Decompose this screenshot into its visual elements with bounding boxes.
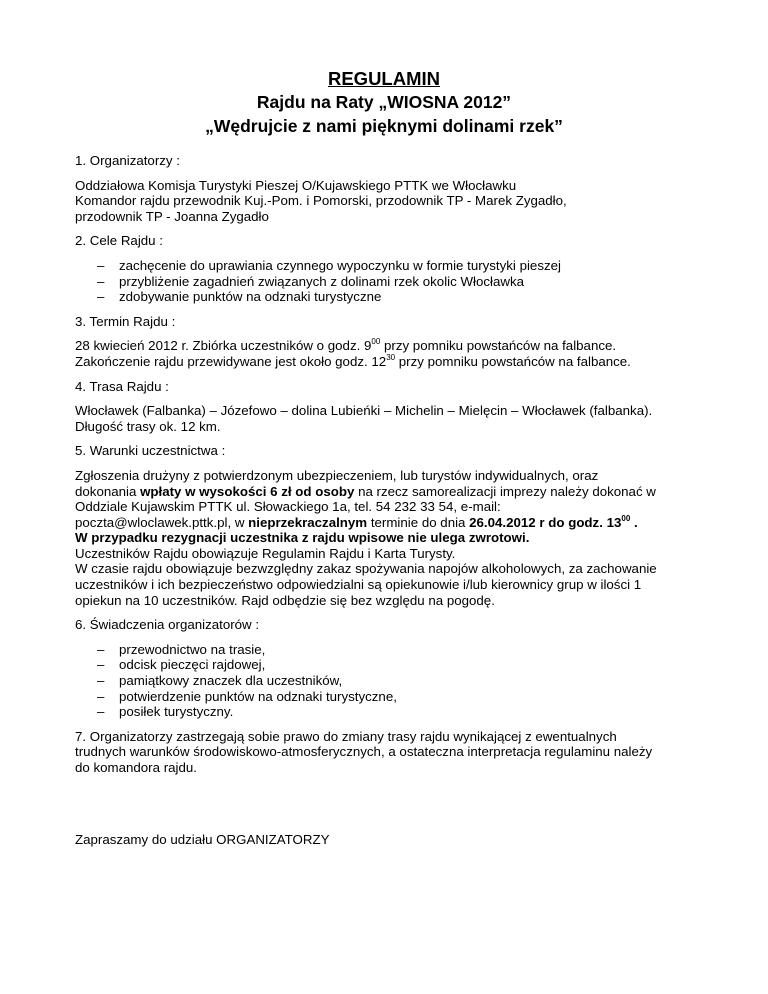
document-body <box>75 153 705 847</box>
section-5-line: Uczestników Rajdu obowiązuje Regulamin Rajdu i Karta Turysty. <box>75 545 456 561</box>
section-3-heading: 3. Termin Rajdu : <box>75 313 176 329</box>
section-1-line: Oddziałowa Komisja Turystyki Pieszej O/Kujawskiego PTTK we Włocławku <box>75 177 517 193</box>
section-5-line: uczestników i ich bezpieczeństwo odpowiedzialni są opiekunowie i/lub kierownicy grup w ilości 1 <box>75 577 642 593</box>
dash-bullet: – <box>97 257 105 273</box>
section-5-line: opiekun na 10 uczestników. Rajd odbędzie się bez względu na pogodę. <box>75 592 495 608</box>
section-7-line: 7. Organizatorzy zastrzegają sobie prawo do zmiany trasy rajdu wynikającej z ewentualnych <box>75 728 617 744</box>
dash-bullet: – <box>97 641 105 657</box>
benefits-list <box>75 642 705 720</box>
document-subtitle: Rajdu na Raty „WIOSNA 2012” <box>256 92 512 112</box>
closing-line: Zapraszamy do udziału ORGANIZATORZY <box>75 831 330 847</box>
title-block <box>0 68 768 138</box>
section-4-line: Długość trasy ok. 12 km. <box>75 418 221 434</box>
section-1-line: Komandor rajdu przewodnik Kuj.-Pom. i Pomorski, przodownik TP - Marek Zygadło, <box>75 193 567 209</box>
list-item-text: przybliżenie zagadnień związanych z dolinami rzek okolic Włocławka <box>119 273 524 289</box>
list-item <box>75 689 705 705</box>
section-1-line: przodownik TP - Joanna Zygadło <box>75 208 269 224</box>
list-item <box>75 274 705 290</box>
list-item-text: odcisk pieczęci rajdowej, <box>119 657 266 673</box>
list-item-text: pamiątkowy znaczek dla uczestników, <box>119 673 343 689</box>
section-3-line: 28 kwiecień 2012 r. Zbiórka uczestników o godz. $9^{00}$ przy pomniku powstańców na falbance. <box>75 337 617 354</box>
list-item <box>75 657 705 673</box>
section-7-line: do komandora rajdu. <box>75 760 197 775</box>
section-5-line: W przypadku rezygnacji uczestnika z rajdu wpisowe nie ulega zwrotowi. <box>75 530 530 546</box>
list-item <box>75 642 705 658</box>
section-1-heading: 1. Organizatorzy : <box>75 153 180 168</box>
document-title: REGULAMIN <box>327 68 441 89</box>
dash-bullet: – <box>97 673 105 689</box>
section-2-heading: 2. Cele Rajdu : <box>75 233 163 249</box>
section-5-line: Oddziale Kujawskim PTTK ul. Słowackiego 1a, tel. 54 232 33 54, e-mail: <box>75 499 501 515</box>
document-motto: „Wędrujcie z nami pięknymi dolinami rzek” <box>205 116 563 136</box>
section-6-heading: 6. Świadczenia organizatorów : <box>75 617 260 633</box>
list-item <box>75 704 705 720</box>
section-4-line: Włocławek (Falbanka) – Józefowo – dolina Lubieńki – Michelin – Mielęcin – Włocławek (falbanka). <box>75 403 653 419</box>
dash-bullet: – <box>97 688 105 704</box>
list-item-text: przewodnictwo na trasie, <box>119 641 266 657</box>
list-item-text: posiłek turystyczny. <box>119 704 234 720</box>
section-5-line: W czasie rajdu obowiązuje bezwzględny zakaz spożywania napojów alkoholowych, za zachowanie <box>75 561 657 577</box>
list-item <box>75 673 705 689</box>
list-item <box>75 258 705 274</box>
section-5-heading: 5. Warunki uczestnictwa : <box>75 443 226 459</box>
dash-bullet: – <box>97 657 105 673</box>
section-5-line: Zgłoszenia drużyny z potwierdzonym ubezpieczeniem, lub turystów indywidualnych, oraz <box>75 467 599 483</box>
list-item <box>75 289 705 305</box>
section-5-line: dokonania wpłaty w wysokości 6 zł od osoby na rzecz samorealizacji imprezy należy dokonać w <box>75 483 656 499</box>
list-item-text: potwierdzenie punktów na odznaki turystyczne, <box>119 688 397 704</box>
dash-bullet: – <box>97 273 105 289</box>
list-item-text: zachęcenie do uprawiania czynnego wypoczynku w formie turystyki pieszej <box>119 257 561 273</box>
section-4-heading: 4. Trasa Rajdu : <box>75 378 169 394</box>
dash-bullet: – <box>97 289 105 305</box>
section-5-line: poczta@wloclawek.pttk.pl, w nieprzekraczalnym terminie do dnia 26.04.2012 r do godz. $13^{00}$ . <box>75 513 638 530</box>
section-3-line: Zakończenie rajdu przewidywane jest około godz. $12^{30}$ przy pomniku powstańców na falbance. <box>75 352 631 369</box>
list-item-text: zdobywanie punktów na odznaki turystyczne <box>119 289 382 305</box>
dash-bullet: – <box>97 704 105 720</box>
goals-list <box>75 258 705 305</box>
section-7-line: trudnych warunków środowiskowo-atmosferycznych, a ostateczna interpretacja regulaminu należy <box>75 744 653 760</box>
